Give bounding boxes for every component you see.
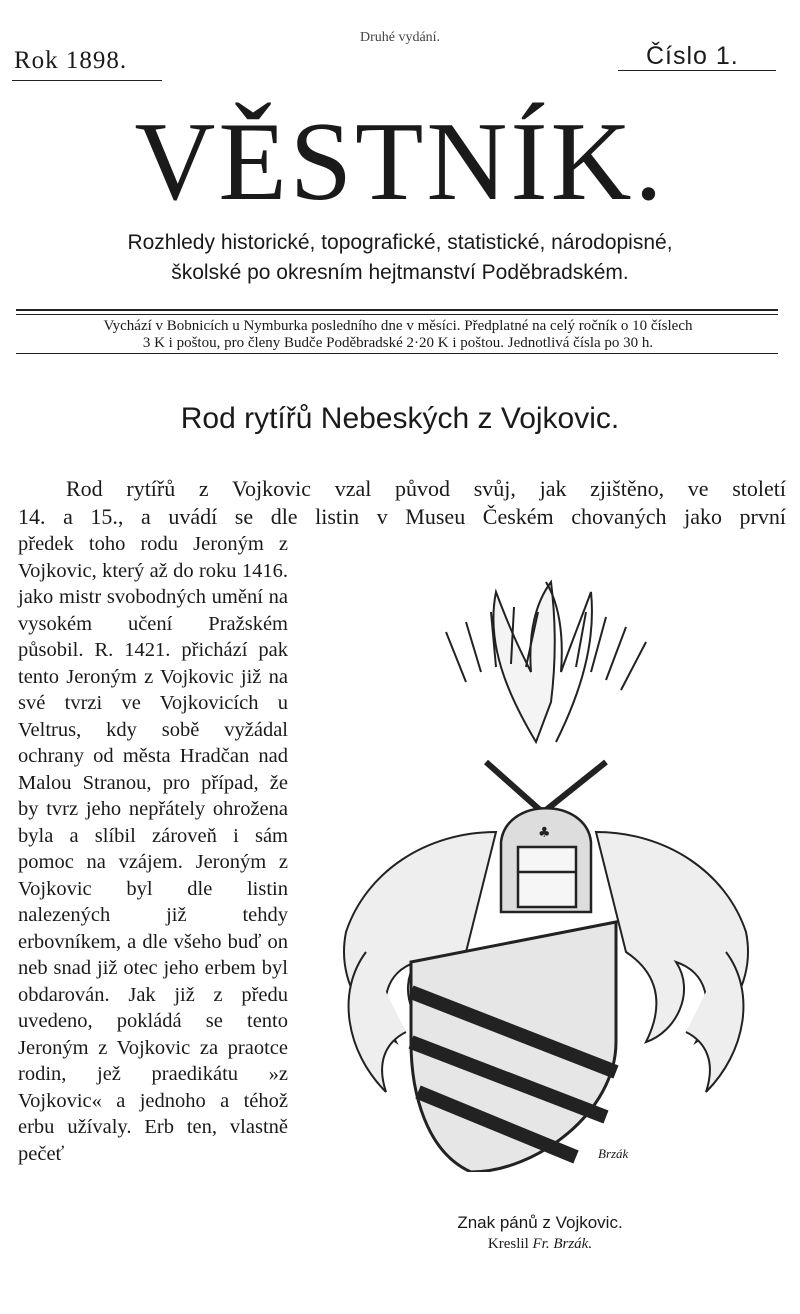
shield	[411, 922, 616, 1172]
journal-subtitle	[20, 228, 780, 288]
credit-name: Fr. Brzák.	[532, 1236, 593, 1252]
masthead-rule-thin	[16, 314, 778, 315]
year-underline	[12, 80, 162, 81]
artist-signature: Brzák	[598, 1146, 629, 1161]
mantling-right	[596, 832, 748, 1092]
journal-title: VĚSTNÍK.	[134, 100, 666, 224]
masthead-rule-bottom	[16, 353, 778, 354]
issue-underline	[618, 70, 776, 71]
figure-caption: Znak pánů z Vojkovic.	[457, 1213, 623, 1232]
subtitle-line-1: Rozhledy historické, topografické, statistické, národopisné,	[127, 231, 673, 254]
year-label: Rok 1898.	[14, 47, 128, 74]
coat-of-arms-illustration	[306, 572, 780, 1172]
masthead-rule-thick	[16, 309, 778, 311]
credit-prefix: Kreslil	[487, 1236, 529, 1252]
crest-wings	[446, 582, 646, 842]
subtitle-line-2: školské po okresním hejtmanství Poděbradském.	[171, 261, 629, 284]
publication-info	[18, 318, 778, 352]
issue-label: Číslo 1.	[646, 42, 739, 70]
figure-credit	[380, 1236, 700, 1253]
publication-info-line-1: Vychází v Bobnicích u Nymburka posledního dne v měsíci. Předplatné na celý ročník o 10 číslech	[103, 318, 693, 334]
article-body-column: předek toho rodu Jeroným z Vojkovic, který až do roku 1416. jako mistr svobodných umění na vysokém učení Pražském působil. R. 1421. přichází pak tento Jeroným z Vojkovic již na své tvrzi ve Vojkovicích u Veltrus, kdy sobě vyžádal ochrany od města Hradčan nad Malou Stranou, pro případ, že by tvrz jeho nepřátely ohrožena byla a slíbil zároveň i sám pomoc na vzájem. Jeroným z Vojkovic byl dle listin nalezených již tehdy erbovníkem, a dle všeho buď on neb snad již otec jeho erbem byl obdarován. Jak již z předu uvedeno, pokládá se tento Jeroným z Vojkovic za praotce rodin, jež praedikátu »z Vojkovic« a jednoho a téhož erbu užívaly. Erb ten, vlastně pečeť	[18, 533, 288, 1165]
svg-text:♣: ♣	[538, 825, 551, 841]
publication-info-line-2: 3 K i poštou, pro členy Budče Poděbradské 2·20 K i poštou. Jednotlivá čísla po 30 h.	[142, 335, 654, 351]
edition-note: Druhé vydání.	[359, 30, 441, 45]
article-title: Rod rytířů Nebeských z Vojkovic.	[180, 402, 620, 435]
article-lead-line-2: 14. a 15., a uvádí se dle listin v Museu Českém chovaných jako první	[18, 504, 786, 529]
helmet	[501, 808, 591, 912]
article-lead-line-1: Rod rytířů z Vojkovic vzal původ svůj, jak zjištěno, ve století	[66, 476, 786, 501]
